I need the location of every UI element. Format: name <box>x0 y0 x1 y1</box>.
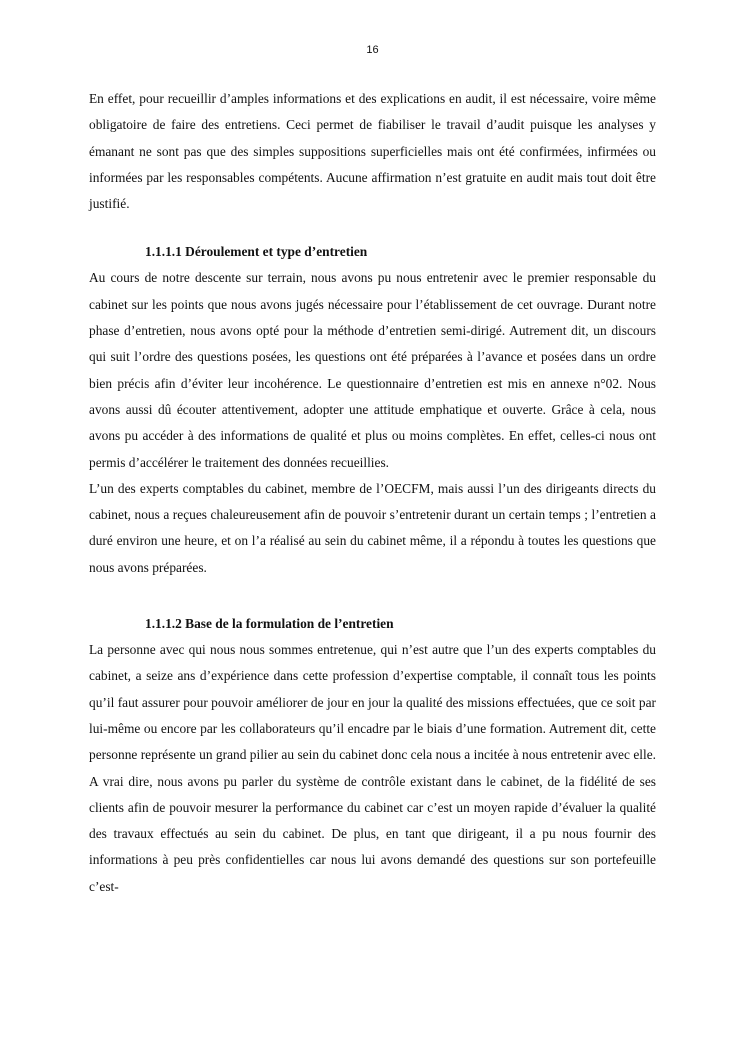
section1-paragraph-2: L’un des experts comptables du cabinet, membre de l’OECFM, mais aussi l’un des dirigeants directs du cabinet, nous a reçues chaleureusement afin de pouvoir s’entretenir durant un certain temps ; l’entretien a duré environ une heure, et on l’a réalisé au sein du cabinet même, il a répondu à toutes les questions que nous avons préparées. <box>89 480 656 575</box>
spacer <box>89 581 656 611</box>
section2-paragraph-1: La personne avec qui nous nous sommes entretenue, qui n’est autre que l’un des experts comptables du cabinet, a seize ans d’expérience dans cette profession d’expertise comptable, il connaît tous les points qu’il faut assurer pour pouvoir améliorer de jour en jour la qualité des missions effectuées, que ce soit par lui-même ou encore par les collaborateurs qu’il encadre par le biais d’une formation. Autrement dit, cette personne représente un grand pilier au sein du cabinet donc cela nous a incitée à nous entretenir avec elle. A vrai dire, nous avons pu parler du système de contrôle existant dans le cabinet, de la fidélité de ses clients afin de pouvoir mesurer la performance du cabinet car c’est un moyen rapide d’évaluer la qualité des travaux effectués au sein du cabinet. De plus, en tant que dirigeant, il a pu nous fournir des informations à peu près confidentielles car nous lui avons demandé des questions sur son portefeuille c’est- <box>89 642 656 894</box>
section1-paragraph-1: Au cours de notre descente sur terrain, nous avons pu nous entretenir avec le premier responsable du cabinet sur les points que nous avons jugés nécessaire pour l’établissement de cet ouvrage. Durant notre phase d’entretien, nous avons opté pour la méthode d’entretien semi-dirigé. Autrement dit, un discours qui suit l’ordre des questions posées, les questions ont été préparées à l’avance et posées dans un ordre bien précis afin d’éviter leur incohérence. Le questionnaire d’entretien est mis en annexe n°02. Nous avons aussi dû écouter attentivement, adopter une attitude emphatique et ouverte. Grâce à cela, nous avons pu accéder à des informations de qualité et plus ou moins complètes. En effet, celles-ci nous ont permis d’accélérer le traitement des données recueillies. <box>89 270 656 470</box>
section-heading-deroulement: 1.1.1.1 Déroulement et type d’entretien <box>145 244 368 260</box>
intro-paragraph: En effet, pour recueillir d’amples informations et des explications en audit, il est nécessaire, voire même obligatoire de faire des entretiens. Ceci permet de fiabiliser le travail d’audit puisque les analyses y émanant ne sont pas que des simples suppositions superficielles mais ont été confirmées, infirmées ou informées par les responsables compétents. Aucune affirmation n’est gratuite en audit mais tout doit être justifié. <box>89 91 656 212</box>
page-number: 16 <box>366 44 379 56</box>
document-body <box>89 86 656 900</box>
section-heading-base-formulation: 1.1.1.2 Base de la formulation de l’entretien <box>145 616 394 632</box>
spacer <box>89 217 656 239</box>
